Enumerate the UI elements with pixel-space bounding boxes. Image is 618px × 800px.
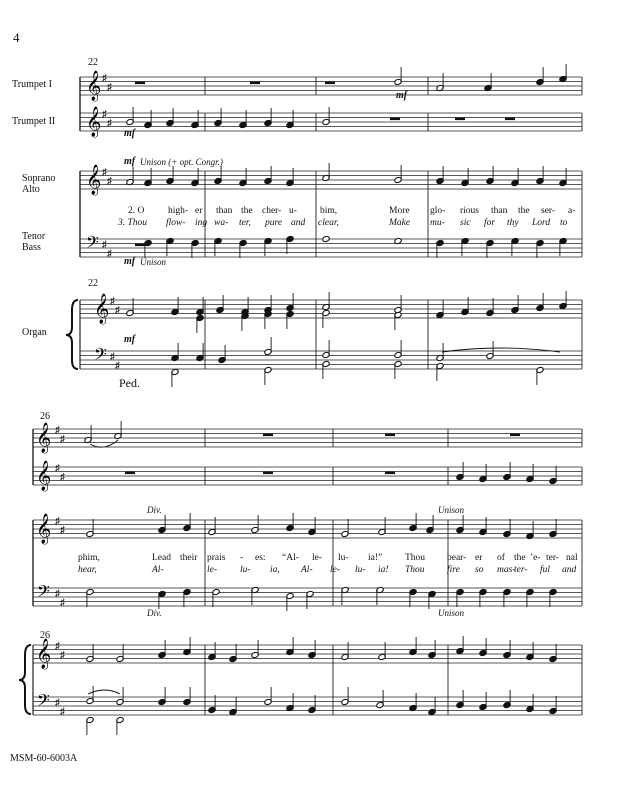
lyric-syllable: sic bbox=[460, 218, 471, 228]
treble-clef: 𝄞 bbox=[86, 71, 102, 101]
organ-brace bbox=[19, 645, 31, 714]
lyric-syllable: than bbox=[491, 206, 508, 216]
lyric-syllable: rious bbox=[460, 206, 479, 216]
catalog-number: MSM-60-6003A bbox=[10, 753, 78, 764]
bass-clef: 𝄢 bbox=[37, 581, 50, 605]
div-marking: Div. bbox=[147, 608, 162, 618]
lyric-syllable: ful bbox=[540, 565, 551, 575]
lyric-syllable: nal bbox=[566, 553, 578, 563]
sharp-sign: ♯ bbox=[102, 239, 107, 251]
sharp-sign: ♯ bbox=[107, 117, 112, 129]
lyric-syllable: Thou bbox=[405, 565, 425, 575]
note-head bbox=[322, 235, 330, 242]
whole-rest bbox=[263, 434, 273, 437]
page-number: 4 bbox=[13, 30, 20, 45]
organ-brace bbox=[66, 300, 78, 369]
sa-unison-marking: Unison (+ opt. Congr.) bbox=[140, 157, 223, 167]
lyric-syllable: bear- bbox=[447, 553, 467, 563]
treble-clef: 𝄞 bbox=[36, 423, 52, 453]
lyric-syllable: 3. Thou bbox=[118, 218, 148, 228]
lyric-syllable: a- bbox=[568, 206, 576, 216]
lyric-syllable: “Al- bbox=[282, 553, 299, 563]
lyric-syllable: Make bbox=[389, 218, 411, 228]
div-marking: Div. bbox=[147, 505, 162, 515]
lyric-syllable: clear, bbox=[318, 218, 339, 228]
unison-marking: Unison bbox=[438, 505, 465, 515]
sharp-sign: ♯ bbox=[60, 706, 65, 718]
tb-unison-marking: Unison bbox=[140, 257, 167, 267]
whole-rest bbox=[455, 118, 465, 121]
lyric-syllable: hear, bbox=[78, 565, 97, 575]
lyric-syllable: thy bbox=[507, 218, 519, 228]
lyric-syllable: the bbox=[514, 553, 526, 563]
whole-rest bbox=[263, 472, 273, 475]
lyric-syllable: Lord bbox=[532, 218, 551, 228]
unison-marking: Unison bbox=[438, 608, 465, 618]
whole-rest bbox=[325, 82, 335, 85]
lyric-syllable: than bbox=[216, 206, 233, 216]
lyric-syllable: le- bbox=[312, 553, 323, 563]
lyric-syllable: of bbox=[497, 553, 505, 563]
sharp-sign: ♯ bbox=[107, 248, 112, 260]
whole-rest bbox=[385, 434, 395, 437]
sharp-sign: ♯ bbox=[115, 360, 120, 372]
treble-clef: 𝄞 bbox=[36, 514, 52, 544]
lyric-syllable: ter- bbox=[514, 565, 528, 575]
sharp-sign: ♯ bbox=[110, 296, 115, 307]
lyric-syllable: high- bbox=[168, 206, 189, 216]
sharp-sign: ♯ bbox=[60, 524, 65, 536]
lyric-syllable: Al- bbox=[152, 565, 164, 575]
lyric-syllable: er bbox=[195, 206, 203, 216]
sharp-sign: ♯ bbox=[102, 109, 107, 120]
lyric-syllable: fire bbox=[447, 565, 460, 575]
lyric-syllable: cher- bbox=[262, 206, 282, 216]
lyric-syllable: Lead bbox=[152, 553, 171, 563]
lyric-syllable: er bbox=[475, 553, 483, 563]
bass-clef: 𝄢 bbox=[37, 690, 50, 714]
lyric-syllable: and bbox=[562, 565, 577, 575]
sharp-sign: ♯ bbox=[60, 597, 65, 609]
lyric-syllable: to bbox=[560, 218, 568, 228]
sharp-sign: ♯ bbox=[60, 649, 65, 661]
lyric-syllable: ia! bbox=[378, 565, 389, 575]
trumpet2-label: Trumpet II bbox=[12, 116, 56, 127]
lyric-syllable: lu- bbox=[355, 565, 366, 575]
lyric-syllable: More bbox=[389, 206, 410, 216]
tb-dynamic: mf bbox=[124, 256, 136, 267]
trumpet1-dynamic: mf bbox=[396, 90, 408, 101]
sharp-sign: ♯ bbox=[55, 425, 60, 436]
lyric-syllable: their bbox=[180, 553, 198, 563]
alto-label: Alto bbox=[22, 184, 40, 195]
bass-clef: 𝄢 bbox=[94, 344, 107, 368]
sharp-sign: ♯ bbox=[55, 697, 60, 709]
lyric-syllable: glo- bbox=[430, 206, 446, 216]
sharp-sign: ♯ bbox=[55, 516, 60, 527]
lyric-syllable: Thou bbox=[405, 553, 426, 563]
lyric-syllable: ing bbox=[195, 218, 208, 228]
treble-clef: 𝄞 bbox=[86, 165, 102, 195]
whole-rest bbox=[385, 472, 395, 475]
trumpet2-dynamic: mf bbox=[124, 128, 136, 139]
lyric-syllable: so bbox=[475, 565, 484, 575]
lyric-syllable: the bbox=[518, 206, 530, 216]
sharp-sign: ♯ bbox=[107, 81, 112, 93]
lyric-syllable: ser- bbox=[541, 206, 556, 216]
sharp-sign: ♯ bbox=[102, 73, 107, 84]
lyric-syllable: pure bbox=[265, 218, 283, 228]
sharp-sign: ♯ bbox=[107, 175, 112, 187]
lyric-syllable: ia, bbox=[270, 565, 280, 575]
sa-dynamic: mf bbox=[124, 156, 136, 167]
lyric-syllable: - bbox=[240, 553, 244, 563]
organ-label: Organ bbox=[22, 327, 47, 338]
sharp-sign: ♯ bbox=[115, 304, 120, 316]
lyric-syllable: ’e- bbox=[530, 553, 541, 563]
pedal-marking: Ped. bbox=[119, 376, 140, 390]
lyric-syllable: 2. O bbox=[128, 206, 145, 216]
lyric-syllable: flow- bbox=[166, 218, 186, 228]
lyric-syllable: and bbox=[291, 218, 306, 228]
lyric-syllable: wa- bbox=[214, 218, 229, 228]
lyric-syllable: ter, bbox=[239, 218, 251, 228]
whole-rest bbox=[250, 82, 260, 85]
sharp-sign: ♯ bbox=[55, 641, 60, 652]
lyric-syllable: for bbox=[484, 218, 496, 228]
lyric-syllable: u- bbox=[289, 206, 297, 216]
whole-rest bbox=[125, 472, 135, 475]
whole-rest bbox=[390, 118, 400, 121]
whole-rest bbox=[135, 82, 145, 85]
slur bbox=[90, 440, 118, 447]
trumpet1-label: Trumpet I bbox=[12, 79, 52, 90]
tenor-label: Tenor bbox=[22, 231, 46, 242]
lyric-syllable: lu- bbox=[240, 565, 251, 575]
treble-clef: 𝄞 bbox=[36, 639, 52, 669]
sharp-sign: ♯ bbox=[55, 588, 60, 600]
lyric-syllable: ia!” bbox=[368, 553, 383, 563]
measure-number: 22 bbox=[88, 57, 98, 68]
lyric-syllable: mu- bbox=[430, 218, 445, 228]
measure-number: 26 bbox=[40, 630, 50, 641]
lyric-syllable: bim, bbox=[320, 206, 338, 216]
lyric-syllable: le- bbox=[207, 565, 218, 575]
sharp-sign: ♯ bbox=[55, 463, 60, 474]
soprano-label: Soprano bbox=[22, 173, 56, 184]
lyric-syllable: prais bbox=[207, 553, 226, 563]
lyric-syllable: mas- bbox=[497, 565, 516, 575]
measure-number: 26 bbox=[40, 411, 50, 422]
whole-rest bbox=[505, 118, 515, 121]
lyric-syllable: Al- bbox=[301, 565, 313, 575]
sharp-sign: ♯ bbox=[60, 433, 65, 445]
whole-rest bbox=[135, 244, 145, 247]
measure-number: 22 bbox=[88, 278, 98, 289]
bass-label: Bass bbox=[22, 242, 41, 253]
lyric-syllable: phim, bbox=[78, 553, 100, 563]
sharp-sign: ♯ bbox=[60, 471, 65, 483]
lyric-syllable: le- bbox=[330, 565, 341, 575]
lyric-syllable: the bbox=[241, 206, 253, 216]
lyric-syllable: ter- bbox=[546, 553, 559, 563]
lyric-syllable: lu- bbox=[338, 553, 349, 563]
lyric-syllable: es: bbox=[255, 553, 266, 563]
treble-clef: 𝄞 bbox=[86, 107, 102, 137]
treble-clef: 𝄞 bbox=[94, 294, 110, 324]
sharp-sign: ♯ bbox=[110, 351, 115, 363]
whole-rest bbox=[510, 434, 520, 437]
bass-clef: 𝄢 bbox=[86, 232, 99, 256]
treble-clef: 𝄞 bbox=[36, 461, 52, 491]
organ-dynamic: mf bbox=[124, 334, 136, 345]
sharp-sign: ♯ bbox=[102, 167, 107, 178]
